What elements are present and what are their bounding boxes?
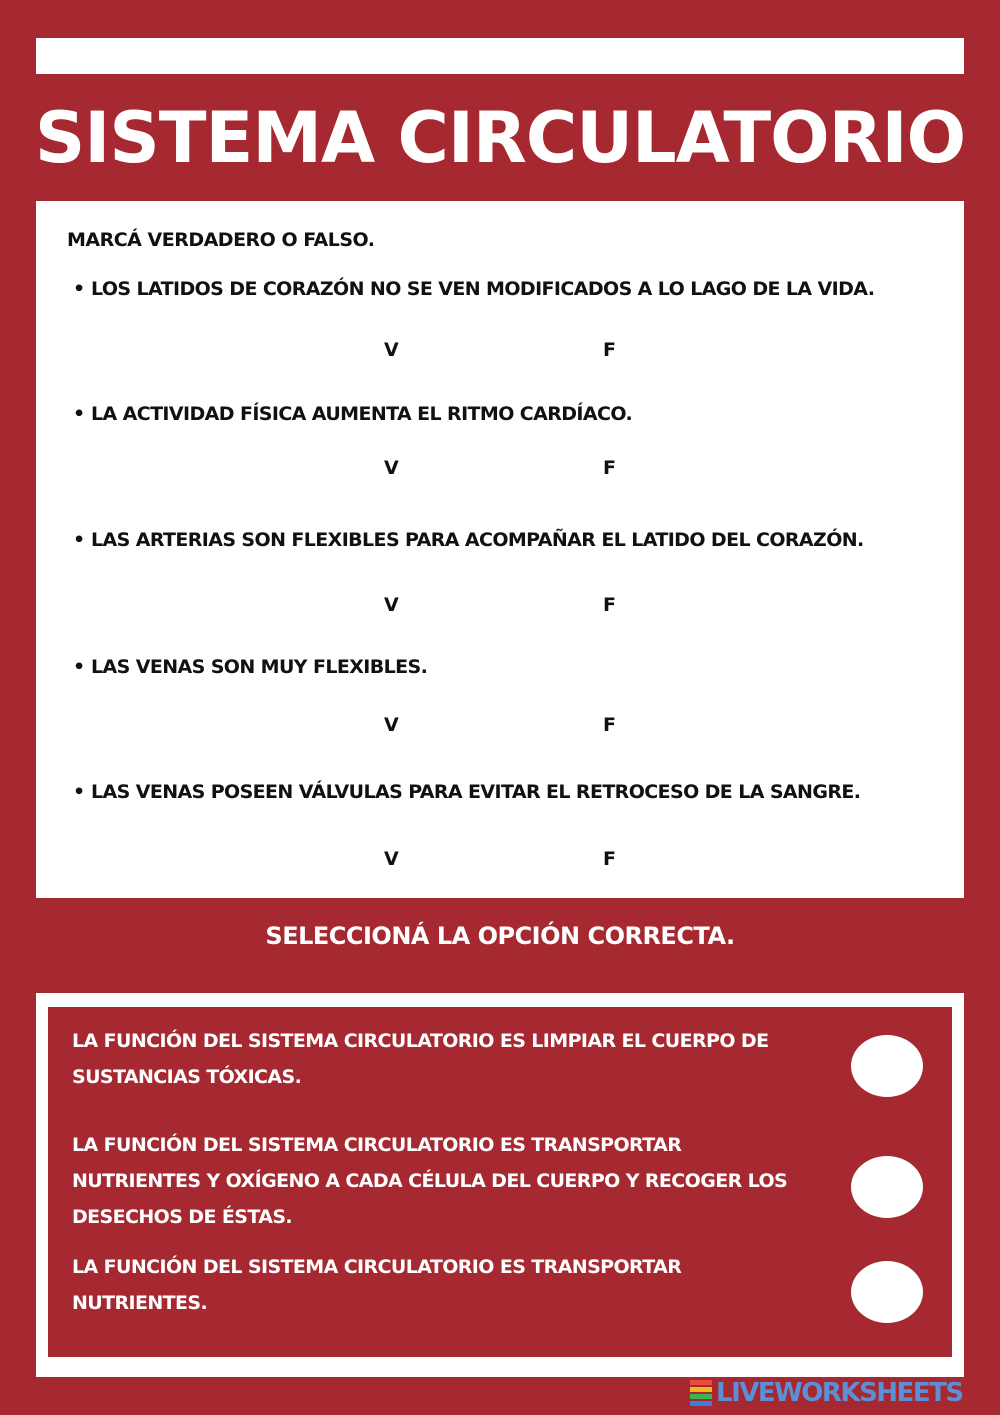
tf-option-false-5[interactable]: F xyxy=(603,848,616,870)
tf-statement-4 xyxy=(73,656,951,678)
tf-option-true-1[interactable]: V xyxy=(384,339,399,361)
liveworksheets-watermark xyxy=(690,1378,963,1408)
page-title: SISTEMA CIRCULATORIO xyxy=(34,97,966,179)
mc-option-text-1: LA FUNCIÓN DEL SISTEMA CIRCULATORIO ES LIMPIAR EL CUERPO DE SUSTANCIAS TÓXICAS. xyxy=(72,1030,769,1088)
mc-option-radio-3[interactable] xyxy=(851,1261,923,1323)
bullet-icon: • xyxy=(73,403,85,425)
tf-instruction: MARCÁ VERDADERO O FALSO. xyxy=(67,229,375,251)
mc-option-text-2: LA FUNCIÓN DEL SISTEMA CIRCULATORIO ES TRANSPORTAR NUTRIENTES Y OXÍGENO A CADA CÉLULA DEL CUERPO Y RECOGER LOS DESECHOS DE ÉSTAS. xyxy=(72,1134,788,1228)
multiple-choice-panel xyxy=(36,993,964,1377)
tf-statement-text: LA ACTIVIDAD FÍSICA AUMENTA EL RITMO CARDÍACO. xyxy=(91,403,633,425)
tf-statement-text: LOS LATIDOS DE CORAZÓN NO SE VEN MODIFICADOS A LO LAGO DE LA VIDA. xyxy=(91,278,875,300)
tf-statement-text: LAS ARTERIAS SON FLEXIBLES PARA ACOMPAÑAR EL LATIDO DEL CORAZÓN. xyxy=(91,529,864,551)
tf-statement-3 xyxy=(73,529,951,551)
watermark-text: LIVEWORKSHEETS xyxy=(716,1378,963,1408)
tf-option-true-2[interactable]: V xyxy=(384,457,399,479)
mc-heading: SELECCIONÁ LA OPCIÓN CORRECTA. xyxy=(265,922,735,950)
tf-option-true-3[interactable]: V xyxy=(384,594,399,616)
bullet-icon: • xyxy=(73,781,85,803)
bullet-icon: • xyxy=(73,529,85,551)
tf-statement-5 xyxy=(73,781,951,803)
mc-option-text-3: LA FUNCIÓN DEL SISTEMA CIRCULATORIO ES TRANSPORTAR NUTRIENTES. xyxy=(72,1256,682,1314)
tf-statement-1 xyxy=(73,278,951,300)
tf-option-false-4[interactable]: F xyxy=(603,714,616,736)
multiple-choice-inner xyxy=(48,1007,952,1357)
tf-statement-text: LAS VENAS POSEEN VÁLVULAS PARA EVITAR EL RETROCESO DE LA SANGRE. xyxy=(91,781,861,803)
mc-option-radio-1[interactable] xyxy=(851,1035,923,1097)
liveworksheets-logo-icon xyxy=(690,1380,712,1406)
tf-statement-text: LAS VENAS SON MUY FLEXIBLES. xyxy=(91,656,428,678)
bullet-icon: • xyxy=(73,278,85,300)
bullet-icon: • xyxy=(73,656,85,678)
true-false-panel xyxy=(36,201,964,898)
tf-option-false-1[interactable]: F xyxy=(603,339,616,361)
mc-option-radio-2[interactable] xyxy=(851,1156,923,1218)
tf-option-false-3[interactable]: F xyxy=(603,594,616,616)
tf-statement-2 xyxy=(73,403,951,425)
tf-option-false-2[interactable]: F xyxy=(603,457,616,479)
tf-option-true-4[interactable]: V xyxy=(384,714,399,736)
tf-option-true-5[interactable]: V xyxy=(384,848,399,870)
header-strip xyxy=(36,38,964,74)
